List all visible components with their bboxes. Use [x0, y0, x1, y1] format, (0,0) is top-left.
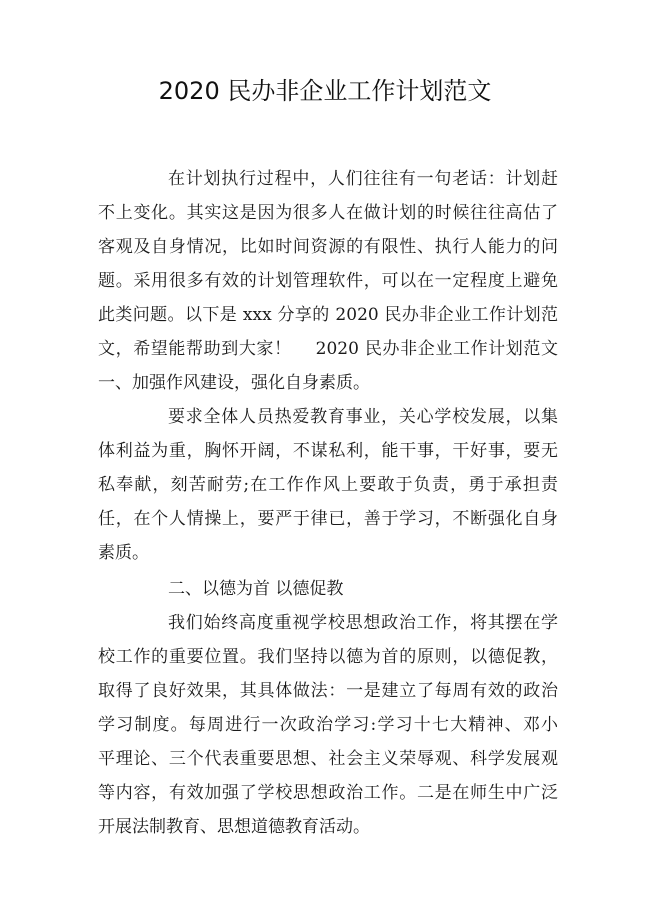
- section-heading: 二、以德为首 以德促教: [168, 579, 344, 599]
- text-line: 我们始终高度重视学校思想政治工作，将其摆在学: [168, 613, 558, 633]
- text-line: 客观及自身情况，比如时间资源的有限性、执行人能力的问: [98, 237, 558, 257]
- text-line: 此类问题。以下是 xxx 分享的 2020 民办非企业工作计划范: [98, 305, 558, 325]
- text-line: 取得了良好效果，其具体做法：一是建立了每周有效的政治: [98, 681, 558, 701]
- text-line: 开展法制教育、思想道德教育活动。: [98, 817, 370, 837]
- text-line: 要求全体人员热爱教育事业，关心学校发展，以集: [168, 407, 558, 427]
- text-line: 等内容，有效加强了学校思想政治工作。二是在师生中广泛: [98, 783, 558, 803]
- text-line: 不上变化。其实这是因为很多人在做计划的时候往往高估了: [98, 203, 558, 223]
- text-line: 平理论、三个代表重要思想、社会主义荣辱观、科学发展观: [98, 749, 558, 769]
- text-line: 学习制度。每周进行一次政治学习:学习十七大精神、邓小: [98, 715, 558, 735]
- text-line: 在计划执行过程中，人们往往有一句老话：计划赶: [168, 169, 558, 189]
- text-line: 私奉献，刻苦耐劳;在工作作风上要敢于负责，勇于承担责: [98, 475, 558, 495]
- text-line: 文，希望能帮助到大家！ 2020 民办非企业工作计划范文: [98, 339, 558, 359]
- text-line: 素质。: [98, 543, 149, 563]
- text-line: 体利益为重，胸怀开阔，不谋私利，能干事，干好事，要无: [98, 441, 558, 461]
- text-line: 题。采用很多有效的计划管理软件，可以在一定程度上避免: [98, 271, 558, 291]
- text-line: 任，在个人情操上，要严于律已，善于学习，不断强化自身: [98, 509, 558, 529]
- page-title: 2020 民办非企业工作计划范文: [158, 77, 492, 105]
- text-line: 校工作的重要位置。我们坚持以德为首的原则，以德促教，: [98, 647, 558, 667]
- section-heading: 一、加强作风建设，强化自身素质。: [98, 373, 370, 393]
